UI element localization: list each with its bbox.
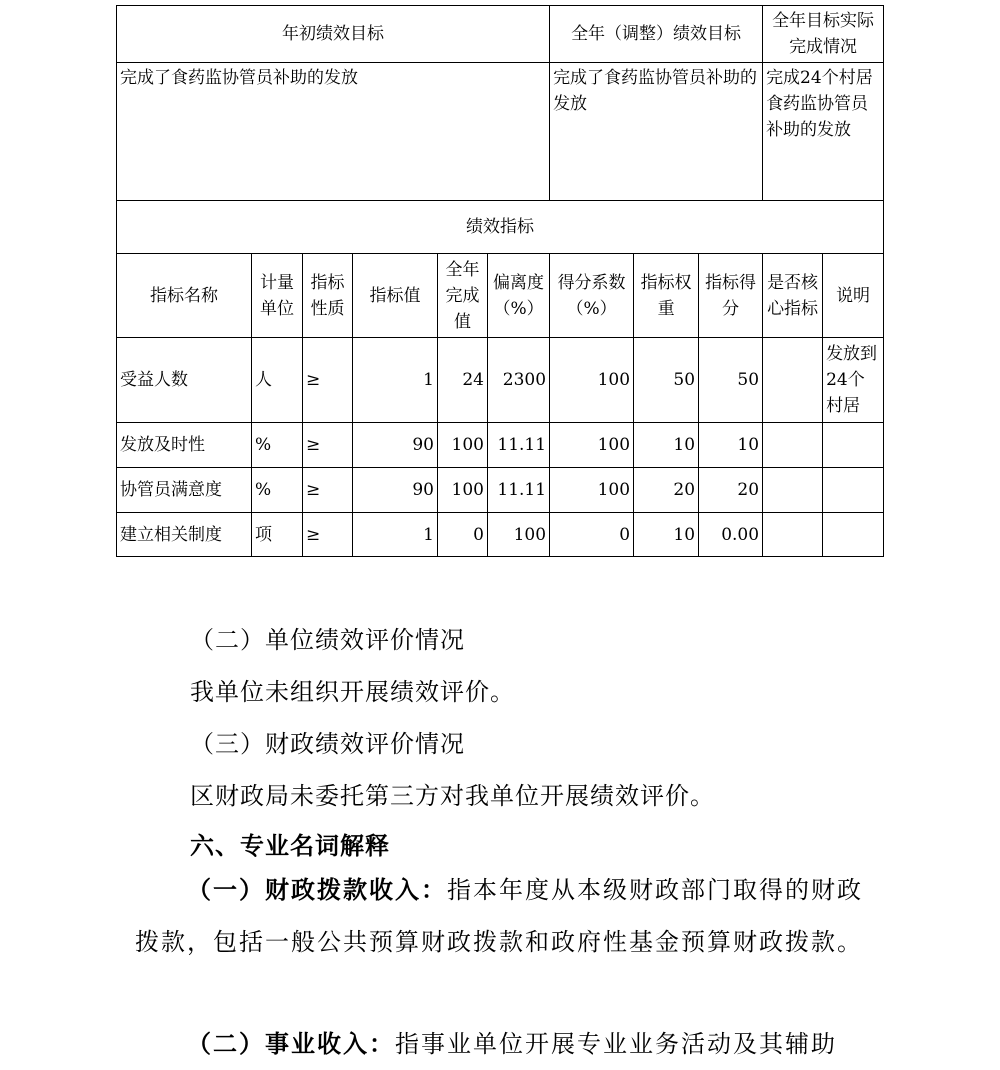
indicator-core [763, 338, 823, 423]
indicator-score: 0.00 [699, 513, 763, 557]
col-header-name: 指标名称 [117, 254, 252, 338]
indicator-name: 建立相关制度 [117, 513, 252, 557]
section-heading-finance-evaluation: （三）财政绩效评价情况 [190, 730, 465, 758]
table-row [117, 468, 884, 513]
initial-target-header: 年初绩效目标 [117, 6, 550, 63]
col-header-core: 是否核心指标 [763, 254, 823, 338]
indicator-coef: 0 [550, 513, 634, 557]
indicator-score: 20 [699, 468, 763, 513]
indicator-target: 90 [353, 423, 438, 468]
indicator-unit: 项 [252, 513, 303, 557]
indicators-title-row [117, 201, 884, 254]
section-heading-glossary: 六、专业名词解释 [190, 832, 390, 860]
indicator-coef: 100 [550, 468, 634, 513]
indicator-score: 50 [699, 338, 763, 423]
term-label: （一）财政拨款收入： [187, 876, 447, 904]
glossary-item-fiscal-appropriation [135, 864, 880, 968]
indicator-core [763, 468, 823, 513]
col-header-nature: 指标性质 [303, 254, 353, 338]
indicator-actual: 100 [438, 423, 488, 468]
indicator-nature: ≥ [303, 513, 353, 557]
col-header-target: 指标值 [353, 254, 438, 338]
glossary-item-business-income [135, 1018, 880, 1070]
indicator-actual: 0 [438, 513, 488, 557]
indicator-note [823, 423, 884, 468]
indicators-title: 绩效指标 [117, 201, 884, 254]
indicator-actual: 100 [438, 468, 488, 513]
paragraph-unit-evaluation: 我单位未组织开展绩效评价。 [190, 678, 515, 706]
indicator-coef: 100 [550, 338, 634, 423]
adjusted-target-value: 完成了食药监协管员补助的发放 [550, 63, 763, 201]
indicator-header-row [117, 254, 884, 338]
col-header-deviation: 偏离度（%） [488, 254, 550, 338]
term-definition: 指事业单位开展专业业务活动及其辅助 [395, 1030, 837, 1058]
indicator-nature: ≥ [303, 338, 353, 423]
indicator-nature: ≥ [303, 468, 353, 513]
indicator-note [823, 513, 884, 557]
indicator-core [763, 513, 823, 557]
indicator-name: 受益人数 [117, 338, 252, 423]
indicator-target: 90 [353, 468, 438, 513]
indicator-coef: 100 [550, 423, 634, 468]
indicator-weight: 10 [634, 423, 699, 468]
col-header-unit: 计量单位 [252, 254, 303, 338]
indicator-name: 发放及时性 [117, 423, 252, 468]
paragraph-finance-evaluation: 区财政局未委托第三方对我单位开展绩效评价。 [190, 782, 715, 810]
targets-header-row [117, 6, 884, 63]
indicator-nature: ≥ [303, 423, 353, 468]
term-label: （二）事业收入： [187, 1030, 395, 1058]
indicator-actual: 24 [438, 338, 488, 423]
indicator-weight: 10 [634, 513, 699, 557]
initial-target-value: 完成了食药监协管员补助的发放 [117, 63, 550, 201]
indicator-unit: 人 [252, 338, 303, 423]
col-header-note: 说明 [823, 254, 884, 338]
term-definition: 指本年度从本级财政部门取得的财政拨款，包括一般公共预算财政拨款和政府性基金预算财政拨款。 [135, 876, 863, 956]
actual-target-value: 完成24个村居食药监协管员补助的发放 [763, 63, 884, 201]
indicator-weight: 50 [634, 338, 699, 423]
indicator-deviation: 100 [488, 513, 550, 557]
indicator-note [823, 468, 884, 513]
section-heading-unit-evaluation: （二）单位绩效评价情况 [190, 626, 465, 654]
col-header-actual: 全年完成值 [438, 254, 488, 338]
indicator-weight: 20 [634, 468, 699, 513]
col-header-weight: 指标权重 [634, 254, 699, 338]
indicator-note: 发放到24个村居 [823, 338, 884, 423]
indicator-target: 1 [353, 338, 438, 423]
indicator-target: 1 [353, 513, 438, 557]
adjusted-target-header: 全年（调整）绩效目标 [550, 6, 763, 63]
indicator-deviation: 2300 [488, 338, 550, 423]
indicator-core [763, 423, 823, 468]
targets-value-row [117, 63, 884, 201]
table-row [117, 338, 884, 423]
indicator-deviation: 11.11 [488, 423, 550, 468]
indicator-unit: % [252, 423, 303, 468]
col-header-coef: 得分系数（%） [550, 254, 634, 338]
col-header-score: 指标得分 [699, 254, 763, 338]
table-row [117, 513, 884, 557]
actual-target-header: 全年目标实际完成情况 [763, 6, 884, 63]
indicator-score: 10 [699, 423, 763, 468]
table-row [117, 423, 884, 468]
indicator-name: 协管员满意度 [117, 468, 252, 513]
indicator-unit: % [252, 468, 303, 513]
performance-table [116, 5, 884, 557]
indicator-deviation: 11.11 [488, 468, 550, 513]
